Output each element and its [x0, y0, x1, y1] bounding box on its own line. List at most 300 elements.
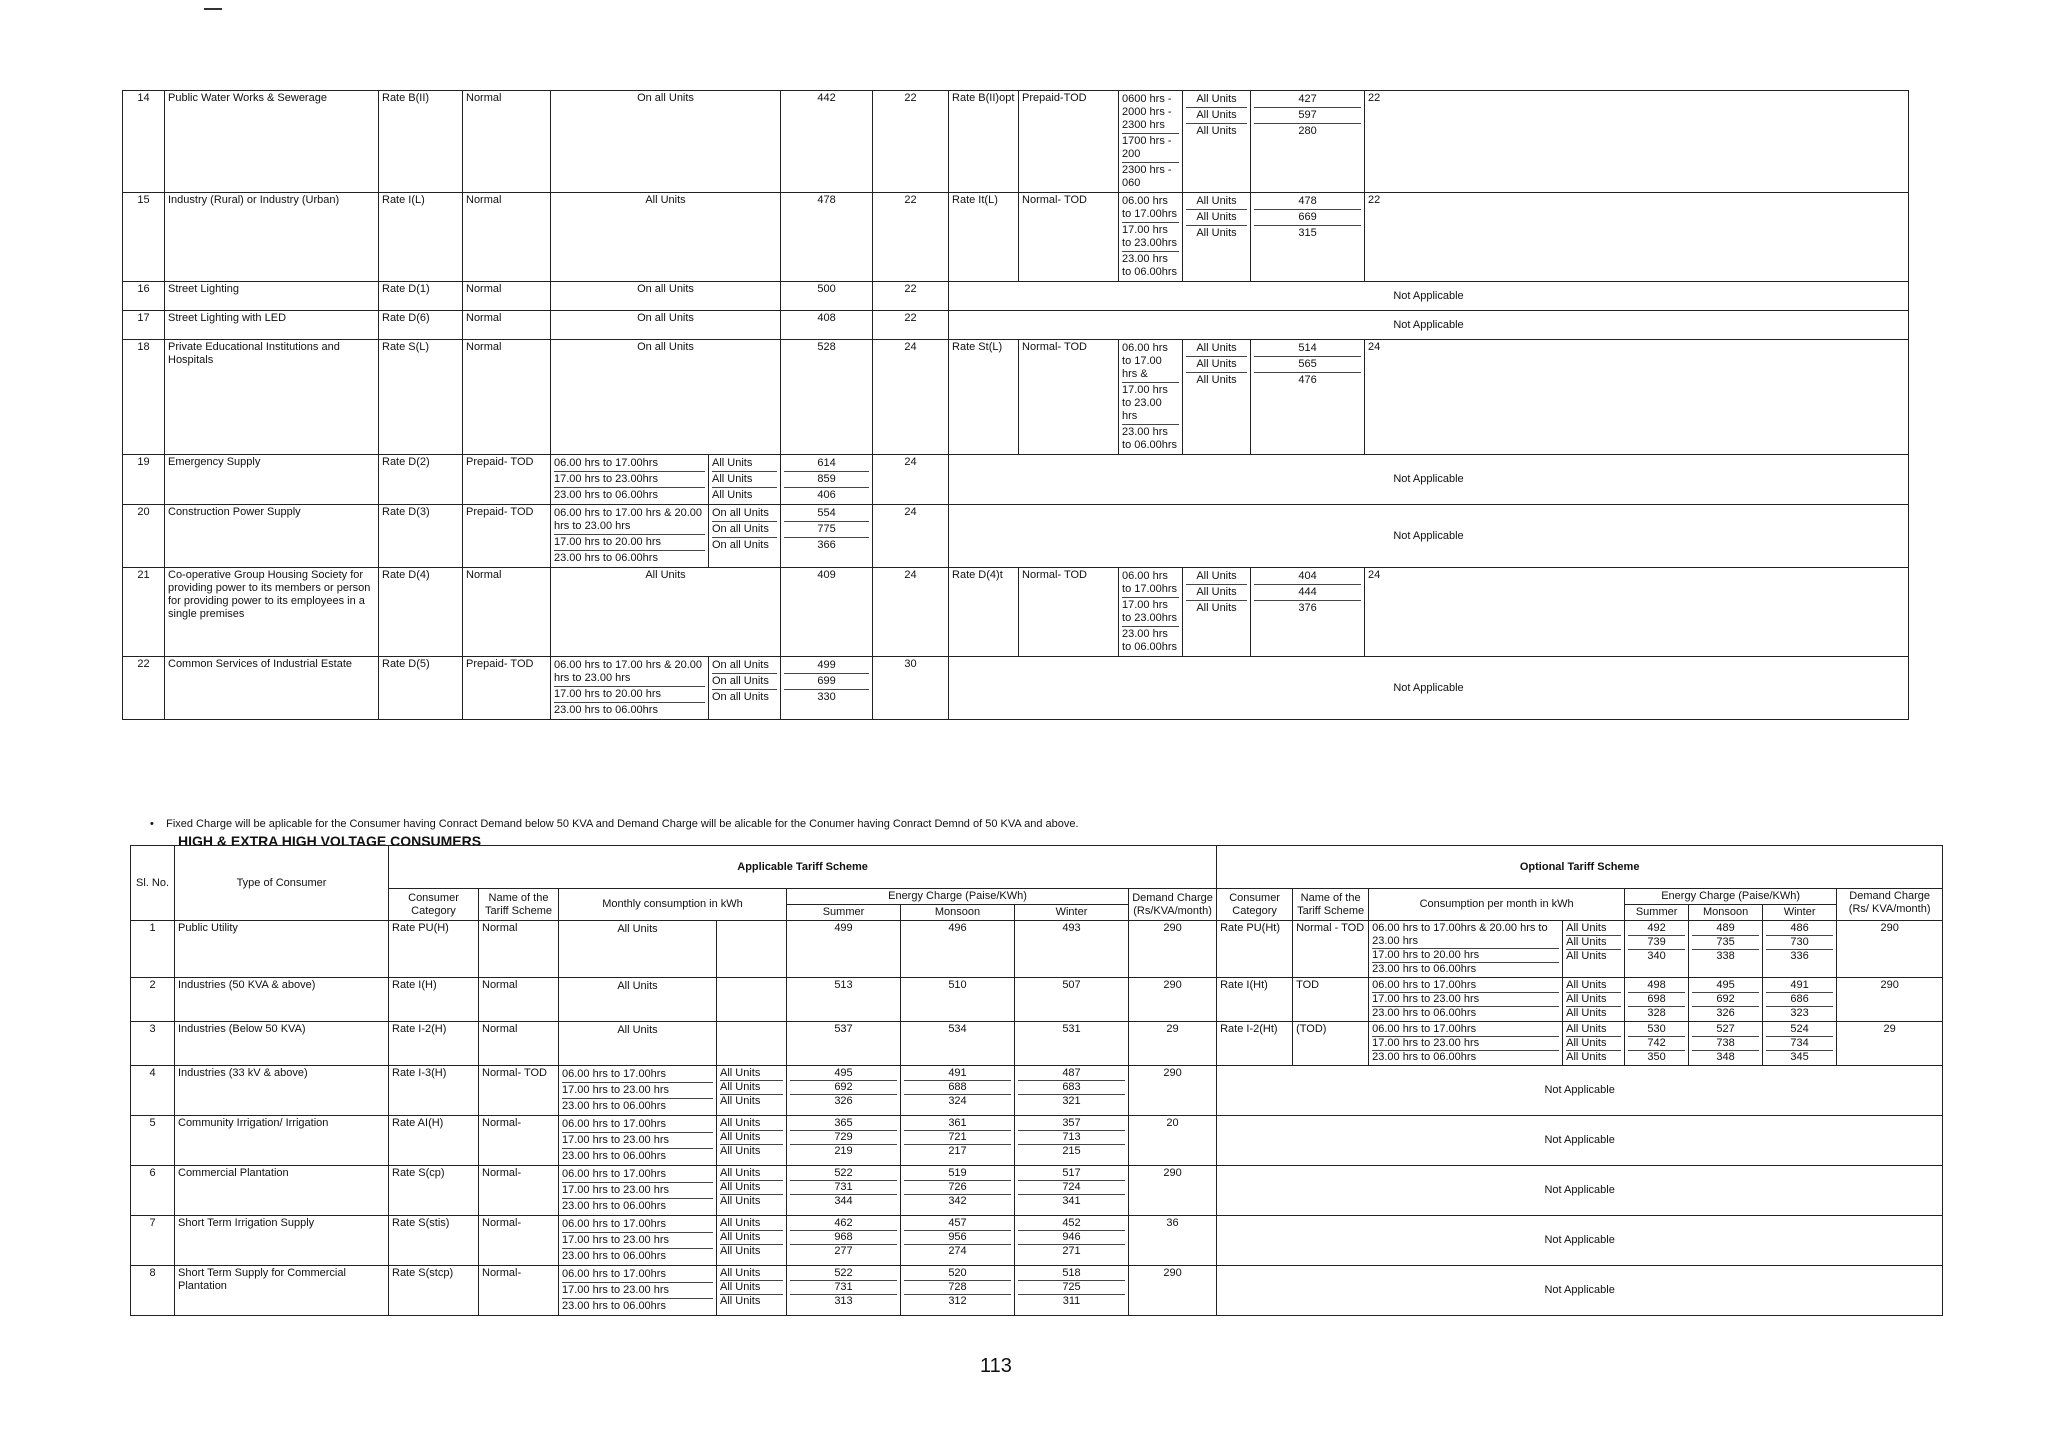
lv-energy-line: 699: [784, 674, 869, 690]
lv-time-slot-line: 17.00 hrs to 23.00hrs: [554, 472, 705, 488]
hv-opt-units: [1563, 921, 1625, 978]
hv-scheme: Normal-: [479, 1216, 559, 1266]
hv-monsoon-line: 324: [948, 1095, 967, 1107]
hv-winter-line: 493: [1062, 922, 1081, 934]
hv-winter-line: 271: [1062, 1245, 1081, 1257]
hv-winter-line: 724: [1018, 1181, 1125, 1195]
lv-opt-energy-line: 376: [1298, 602, 1317, 614]
hv-opt-slot-line: 17.00 hrs to 20.00 hrs: [1372, 949, 1559, 963]
lv-energy: 528: [781, 340, 873, 455]
hv-units: [717, 978, 787, 1022]
hv-units: [717, 1022, 787, 1066]
hv-opt-scheme: (TOD): [1293, 1022, 1369, 1066]
lv-scheme: Prepaid- TOD: [463, 505, 551, 568]
lv-opt-scheme: Prepaid-TOD: [1019, 91, 1119, 193]
lv-opt-units-line: All Units: [1196, 227, 1237, 239]
hv-consumption-line: 23.00 hrs to 06.00hrs: [562, 1200, 666, 1212]
hv-summer-line: 729: [790, 1131, 897, 1145]
lv-sl: 20: [123, 505, 165, 568]
hv-opt-monsoon: [1689, 921, 1763, 978]
hv-opt-slot: [1369, 978, 1563, 1022]
hv-consumption-line: 06.00 hrs to 17.00hrs: [562, 1167, 713, 1183]
hv-units-line: All Units: [720, 1195, 761, 1207]
hv-opt-summer-line: 698: [1628, 993, 1685, 1007]
lv-type: Co-operative Group Housing Society for providing power to its members or person for providing power to its employees in a single premises: [165, 568, 379, 657]
lv-slot-units-line: On all Units: [712, 522, 777, 538]
hv-row: [131, 921, 1943, 978]
lv-rate: Rate S(L): [379, 340, 463, 455]
hv-opt-summer: [1625, 921, 1689, 978]
lv-opt-slot-line: 2300 hrs - 060: [1122, 164, 1172, 189]
hv-units-line: All Units: [720, 1267, 783, 1281]
hv-monsoon-line: 520: [904, 1267, 1011, 1281]
hv-opt-slot-line: 06.00 hrs to 17.00hrs & 20.00 hrs to 23.00 hrs: [1372, 922, 1559, 949]
lv-slot-units-line: On all Units: [712, 691, 769, 703]
lv-rate: Rate I(L): [379, 193, 463, 282]
hv-summer-line: 499: [834, 922, 853, 934]
hv-opt-summer: [1625, 978, 1689, 1022]
hv-monsoon-line: 496: [948, 922, 967, 934]
hv-type: Short Term Supply for Commercial Plantation: [175, 1266, 389, 1316]
hv-monsoon-line: 491: [904, 1067, 1011, 1081]
hv-monsoon: [901, 978, 1015, 1022]
lv-sl: 17: [123, 311, 165, 340]
hv-opt-units-line: All Units: [1566, 979, 1621, 993]
hv-winter-line: 713: [1018, 1131, 1125, 1145]
hv-category: Rate I-2(H): [389, 1022, 479, 1066]
lv-opt-energy: [1251, 91, 1365, 193]
hv-scheme: Normal-: [479, 1166, 559, 1216]
hv-consumption: [559, 978, 717, 1022]
hv-summer: [787, 921, 901, 978]
hv-winter: [1015, 921, 1129, 978]
hv-row: [131, 1266, 1943, 1316]
hv-category: Rate S(stcp): [389, 1266, 479, 1316]
hv-summer-line: 522: [790, 1167, 897, 1181]
hv-summer-line: 277: [834, 1245, 853, 1257]
lv-sl: 16: [123, 282, 165, 311]
hv-opt-winter-line: 734: [1766, 1037, 1833, 1051]
hv-opt-units-line: All Units: [1566, 1037, 1621, 1051]
hv-type: Public Utility: [175, 921, 389, 978]
lv-scheme: Normal: [463, 568, 551, 657]
hv-monsoon-line: 457: [904, 1217, 1011, 1231]
lv-opt-scheme: Normal- TOD: [1019, 193, 1119, 282]
hv-header: [131, 846, 1943, 921]
lv-opt-fc: 22: [1365, 91, 1909, 193]
hv-row: [131, 1022, 1943, 1066]
hv-demand: 290: [1129, 1066, 1217, 1116]
hv-winter-line: 683: [1018, 1081, 1125, 1095]
hv-opt-not-applicable: Not Applicable: [1217, 1116, 1943, 1166]
lv-row: [123, 340, 1909, 455]
lv-slot-units-line: On all Units: [712, 674, 777, 690]
hv-consumption: [559, 1066, 717, 1116]
hv-monsoon-line: 534: [948, 1023, 967, 1035]
hv-opt-not-applicable: Not Applicable: [1217, 1066, 1943, 1116]
hv-category: Rate PU(H): [389, 921, 479, 978]
lv-opt-energy-line: 280: [1298, 125, 1317, 137]
lv-opt-slot: [1119, 340, 1183, 455]
hv-opt-monsoon-line: 527: [1692, 1023, 1759, 1037]
lv-opt-slot: [1119, 568, 1183, 657]
hv-opt-monsoon-line: 738: [1692, 1037, 1759, 1051]
hv-consumption: [559, 921, 717, 978]
hv-opt-units-line: All Units: [1566, 1007, 1607, 1019]
hv-header-monthly: Monthly consumption in kWh: [559, 889, 787, 921]
hv-units-line: All Units: [720, 1095, 761, 1107]
lv-slot-units-line: All Units: [712, 489, 753, 501]
lv-sl: 22: [123, 657, 165, 720]
lv-opt-energy: [1251, 193, 1365, 282]
lv-opt-slot-line: 06.00 hrs to 17.00hrs: [1122, 569, 1179, 598]
page-number: 113: [980, 1355, 1012, 1377]
lv-fixed-charge: 22: [873, 91, 949, 193]
hv-opt-monsoon-line: 348: [1716, 1051, 1735, 1063]
lv-energy-line: 775: [784, 522, 869, 538]
hv-consumption-line: 23.00 hrs to 06.00hrs: [562, 1100, 666, 1112]
hv-row: [131, 1066, 1943, 1116]
hv-winter-line: 517: [1018, 1167, 1125, 1181]
hv-category: Rate I-3(H): [389, 1066, 479, 1116]
hv-consumption-line: 06.00 hrs to 17.00hrs: [562, 1217, 713, 1233]
hv-opt-monsoon-line: 692: [1692, 993, 1759, 1007]
hv-opt-summer-line: 498: [1628, 979, 1685, 993]
hv-winter-line: 518: [1018, 1267, 1125, 1281]
hv-summer: [787, 1116, 901, 1166]
lv-opt-units-line: All Units: [1196, 602, 1237, 614]
hv-opt-monsoon-line: 735: [1692, 936, 1759, 950]
hv-opt-winter: [1763, 978, 1837, 1022]
lv-slot-units-line: On all Units: [712, 658, 777, 674]
lv-fixed-charge: 22: [873, 193, 949, 282]
hv-winter: [1015, 1022, 1129, 1066]
hv-opt-slot-line: 17.00 hrs to 23.00 hrs: [1372, 993, 1559, 1007]
hv-consumption-line: 06.00 hrs to 17.00hrs: [562, 1267, 713, 1283]
scan-mark: [204, 8, 222, 10]
lv-energy: 408: [781, 311, 873, 340]
hv-opt-summer-line: 340: [1647, 950, 1666, 962]
hv-opt-winter-line: 336: [1790, 950, 1809, 962]
hv-category: Rate S(cp): [389, 1166, 479, 1216]
hv-units-line: All Units: [720, 1081, 783, 1095]
lv-opt-fc: 24: [1365, 568, 1909, 657]
lv-opt-scheme: Normal- TOD: [1019, 568, 1119, 657]
hv-sl: 2: [131, 978, 175, 1022]
hv-units-line: All Units: [720, 1167, 783, 1181]
lv-energy: 409: [781, 568, 873, 657]
hv-monsoon-line: 728: [904, 1281, 1011, 1295]
hv-opt-units-line: All Units: [1566, 1023, 1621, 1037]
hv-sl: 3: [131, 1022, 175, 1066]
lv-units: On all Units: [551, 282, 781, 311]
lv-units: On all Units: [551, 340, 781, 455]
lv-time-slot-line: 06.00 hrs to 17.00hrs: [554, 456, 705, 472]
lv-type: Emergency Supply: [165, 455, 379, 505]
hv-winter: [1015, 1116, 1129, 1166]
hv-summer: [787, 1266, 901, 1316]
lv-rate: Rate D(5): [379, 657, 463, 720]
hv-header-opt-category: Consumer Category: [1217, 889, 1293, 921]
hv-opt-winter-line: 486: [1766, 922, 1833, 936]
hv-opt-monsoon-line: 495: [1692, 979, 1759, 993]
hv-units-line: All Units: [720, 1145, 761, 1157]
hv-opt-units-line: All Units: [1566, 950, 1607, 962]
hv-consumption: [559, 1166, 717, 1216]
hv-opt-winter-line: 730: [1766, 936, 1833, 950]
hv-units: [717, 1266, 787, 1316]
lv-energy: 442: [781, 91, 873, 193]
lv-opt-slot-line: 06.00 hrs to 17.00 hrs &: [1122, 341, 1179, 383]
hv-monsoon: [901, 1116, 1015, 1166]
hv-monsoon-line: 519: [904, 1167, 1011, 1181]
lv-opt-units-line: All Units: [1186, 341, 1247, 357]
lv-opt-rate: Rate D(4)t: [949, 568, 1019, 657]
hv-summer-line: 495: [790, 1067, 897, 1081]
hv-winter-line: 946: [1018, 1231, 1125, 1245]
hv-consumption-line: 17.00 hrs to 23.00 hrs: [562, 1133, 713, 1149]
hv-opt-not-applicable: Not Applicable: [1217, 1216, 1943, 1266]
hv-opt-summer-line: 742: [1628, 1037, 1685, 1051]
hv-sl: 8: [131, 1266, 175, 1316]
lv-opt-slot: [1119, 193, 1183, 282]
lv-energy-line: 330: [817, 691, 836, 703]
hv-monsoon-line: 361: [904, 1117, 1011, 1131]
hv-units-line: All Units: [720, 1067, 783, 1081]
lv-row: [123, 505, 1909, 568]
hv-header-monsoon: Monsoon: [901, 905, 1015, 921]
lv-time-slot: [551, 657, 709, 720]
lv-scheme: Prepaid- TOD: [463, 455, 551, 505]
lv-opt-scheme: Normal- TOD: [1019, 340, 1119, 455]
hv-consumption-line: 17.00 hrs to 23.00 hrs: [562, 1083, 713, 1099]
hv-winter: [1015, 978, 1129, 1022]
lv-sl: 19: [123, 455, 165, 505]
hv-tariff-body: [131, 921, 1943, 1316]
hv-header-optional: Optional Tariff Scheme: [1217, 846, 1943, 889]
hv-winter-line: 531: [1062, 1023, 1081, 1035]
lv-opt-energy-line: 597: [1254, 108, 1361, 124]
lv-sl: 21: [123, 568, 165, 657]
hv-summer: [787, 1166, 901, 1216]
lv-opt-energy: [1251, 340, 1365, 455]
lv-energy: [781, 657, 873, 720]
hv-monsoon-line: 956: [904, 1231, 1011, 1245]
lv-type: Street Lighting with LED: [165, 311, 379, 340]
lv-opt-units: [1183, 568, 1251, 657]
hv-consumption: [559, 1116, 717, 1166]
hv-winter-line: 487: [1018, 1067, 1125, 1081]
hv-winter: [1015, 1216, 1129, 1266]
hv-sl: 7: [131, 1216, 175, 1266]
lv-opt-slot-line: 17.00 hrs to 23.00hrs: [1122, 223, 1179, 252]
hv-opt-slot-line: 23.00 hrs to 06.00hrs: [1372, 1007, 1477, 1019]
lv-energy: [781, 505, 873, 568]
lv-scheme: Normal: [463, 193, 551, 282]
hv-monsoon-line: 726: [904, 1181, 1011, 1195]
hv-header-opt-demand: Demand Charge (Rs/ KVA/month): [1837, 889, 1943, 921]
hv-winter-line: 341: [1062, 1195, 1081, 1207]
lv-energy-line: 614: [784, 456, 869, 472]
lv-energy: [781, 455, 873, 505]
lv-sl: 15: [123, 193, 165, 282]
hv-opt-units: [1563, 978, 1625, 1022]
lv-opt-not-applicable: Not Applicable: [949, 282, 1909, 311]
hv-opt-summer-line: 328: [1647, 1007, 1666, 1019]
hv-opt-summer-line: 492: [1628, 922, 1685, 936]
hv-consumption-line: 17.00 hrs to 23.00 hrs: [562, 1283, 713, 1299]
hv-type: Commercial Plantation: [175, 1166, 389, 1216]
hv-opt-slot-line: 23.00 hrs to 06.00hrs: [1372, 963, 1477, 975]
lv-opt-slot-line: 0600 hrs - 2000 hrs - 2300 hrs: [1122, 92, 1179, 134]
lv-time-slot: [551, 505, 709, 568]
hv-monsoon-line: 510: [948, 979, 967, 991]
hv-consumption-line: 06.00 hrs to 17.00hrs: [562, 1067, 713, 1083]
lv-fixed-charge: 30: [873, 657, 949, 720]
lv-scheme: Normal: [463, 282, 551, 311]
hv-winter-line: 311: [1062, 1295, 1081, 1307]
hv-monsoon: [901, 1266, 1015, 1316]
hv-opt-winter-line: 686: [1766, 993, 1833, 1007]
lv-opt-slot-line: 06.00 hrs to 17.00hrs: [1122, 194, 1179, 223]
lv-scheme: Normal: [463, 340, 551, 455]
fixed-charge-note: [150, 818, 1079, 830]
hv-opt-category: Rate PU(Ht): [1217, 921, 1293, 978]
lv-opt-not-applicable: Not Applicable: [949, 311, 1909, 340]
hv-header-type: Type of Consumer: [175, 846, 389, 921]
hv-opt-summer-line: 350: [1647, 1051, 1666, 1063]
hv-summer-line: 365: [790, 1117, 897, 1131]
lv-energy: 500: [781, 282, 873, 311]
hv-summer: [787, 978, 901, 1022]
hv-demand: 290: [1129, 1166, 1217, 1216]
lv-slot-units: [709, 455, 781, 505]
hv-opt-units-line: All Units: [1566, 1051, 1607, 1063]
hv-opt-monsoon-line: 338: [1716, 950, 1735, 962]
hv-consumption: [559, 1266, 717, 1316]
hv-winter-line: 725: [1018, 1281, 1125, 1295]
lv-type: Common Services of Industrial Estate: [165, 657, 379, 720]
hv-opt-monsoon-line: 326: [1716, 1007, 1735, 1019]
hv-opt-slot-line: 06.00 hrs to 17.00hrs: [1372, 1023, 1559, 1037]
lv-time-slot-line: 17.00 hrs to 20.00 hrs: [554, 687, 705, 703]
lv-time-slot-line: 23.00 hrs to 06.00hrs: [554, 489, 658, 501]
lv-opt-units-line: All Units: [1186, 357, 1247, 373]
lv-opt-units-line: All Units: [1196, 125, 1237, 137]
hv-header-winter: Winter: [1015, 905, 1129, 921]
lv-row: [123, 311, 1909, 340]
hv-demand: 20: [1129, 1116, 1217, 1166]
lv-opt-units: [1183, 193, 1251, 282]
hv-consumption-line: 06.00 hrs to 17.00hrs: [562, 1117, 713, 1133]
lv-opt-not-applicable: Not Applicable: [949, 455, 1909, 505]
hv-opt-monsoon: [1689, 978, 1763, 1022]
hv-opt-demand: 29: [1837, 1022, 1943, 1066]
lv-opt-not-applicable: Not Applicable: [949, 657, 1909, 720]
lv-row: [123, 455, 1909, 505]
hv-monsoon-line: 342: [948, 1195, 967, 1207]
hv-winter: [1015, 1266, 1129, 1316]
hv-units: [717, 1066, 787, 1116]
hv-opt-scheme: Normal - TOD: [1293, 921, 1369, 978]
hv-header-category: Consumer Category: [389, 889, 479, 921]
hv-header-opt-scheme: Name of the Tariff Scheme: [1293, 889, 1369, 921]
lv-energy-line: 859: [784, 472, 869, 488]
lv-opt-slot: [1119, 91, 1183, 193]
hv-opt-winter: [1763, 921, 1837, 978]
lv-energy-line: 366: [817, 539, 836, 551]
hv-opt-summer: [1625, 1022, 1689, 1066]
hv-demand: 36: [1129, 1216, 1217, 1266]
lv-opt-units: [1183, 91, 1251, 193]
hv-demand: 290: [1129, 921, 1217, 978]
lv-units: All Units: [551, 568, 781, 657]
hv-units-line: All Units: [720, 1181, 783, 1195]
lv-units: On all Units: [551, 311, 781, 340]
lv-opt-energy-line: 427: [1254, 92, 1361, 108]
hv-winter-line: 507: [1062, 979, 1081, 991]
lv-opt-units-line: All Units: [1186, 210, 1247, 226]
hv-opt-summer-line: 530: [1628, 1023, 1685, 1037]
hv-type: Community Irrigation/ Irrigation: [175, 1116, 389, 1166]
hv-opt-winter-line: 491: [1766, 979, 1833, 993]
note-bullet: •: [150, 818, 154, 830]
lv-opt-energy-line: 478: [1254, 194, 1361, 210]
lv-row: [123, 568, 1909, 657]
lv-scheme: Prepaid- TOD: [463, 657, 551, 720]
hv-consumption-line: All Units: [617, 980, 658, 992]
lv-sl: 18: [123, 340, 165, 455]
hv-type: Short Term Irrigation Supply: [175, 1216, 389, 1266]
hv-consumption-line: 23.00 hrs to 06.00hrs: [562, 1300, 666, 1312]
hv-opt-monsoon-line: 489: [1692, 922, 1759, 936]
lv-energy-line: 406: [817, 489, 836, 501]
hv-units: [717, 1166, 787, 1216]
hv-header-opt-monsoon: Monsoon: [1689, 905, 1763, 921]
lv-tariff-table: [122, 90, 1909, 720]
hv-consumption: [559, 1022, 717, 1066]
hv-header-demand: Demand Charge (Rs/KVA/month): [1129, 889, 1217, 921]
lv-time-slot-line: 23.00 hrs to 06.00hrs: [554, 552, 658, 564]
lv-fixed-charge: 22: [873, 311, 949, 340]
lv-type: Construction Power Supply: [165, 505, 379, 568]
lv-opt-slot-line: 23.00 hrs to 06.00hrs: [1122, 426, 1178, 451]
hv-header-applicable: Applicable Tariff Scheme: [389, 846, 1217, 889]
lv-type: Public Water Works & Sewerage: [165, 91, 379, 193]
lv-rate: Rate D(3): [379, 505, 463, 568]
lv-scheme: Normal: [463, 311, 551, 340]
lv-fixed-charge: 22: [873, 282, 949, 311]
lv-opt-energy-line: 565: [1254, 357, 1361, 373]
hv-summer: [787, 1022, 901, 1066]
hv-tariff-table: [130, 845, 1943, 1316]
lv-opt-units-line: All Units: [1186, 585, 1247, 601]
lv-opt-slot-line: 1700 hrs - 200: [1122, 134, 1179, 163]
lv-type: Private Educational Institutions and Hospitals: [165, 340, 379, 455]
lv-slot-units-line: All Units: [712, 472, 777, 488]
hv-units-line: All Units: [720, 1131, 783, 1145]
hv-units-line: All Units: [720, 1217, 783, 1231]
lv-fixed-charge: 24: [873, 505, 949, 568]
lv-opt-slot-line: 23.00 hrs to 06.00hrs: [1122, 628, 1178, 653]
hv-opt-scheme: TOD: [1293, 978, 1369, 1022]
lv-row: [123, 91, 1909, 193]
hv-scheme: Normal: [479, 1022, 559, 1066]
lv-opt-energy-line: 514: [1254, 341, 1361, 357]
hv-winter-line: 357: [1018, 1117, 1125, 1131]
hv-opt-monsoon: [1689, 1022, 1763, 1066]
lv-scheme: Normal: [463, 91, 551, 193]
